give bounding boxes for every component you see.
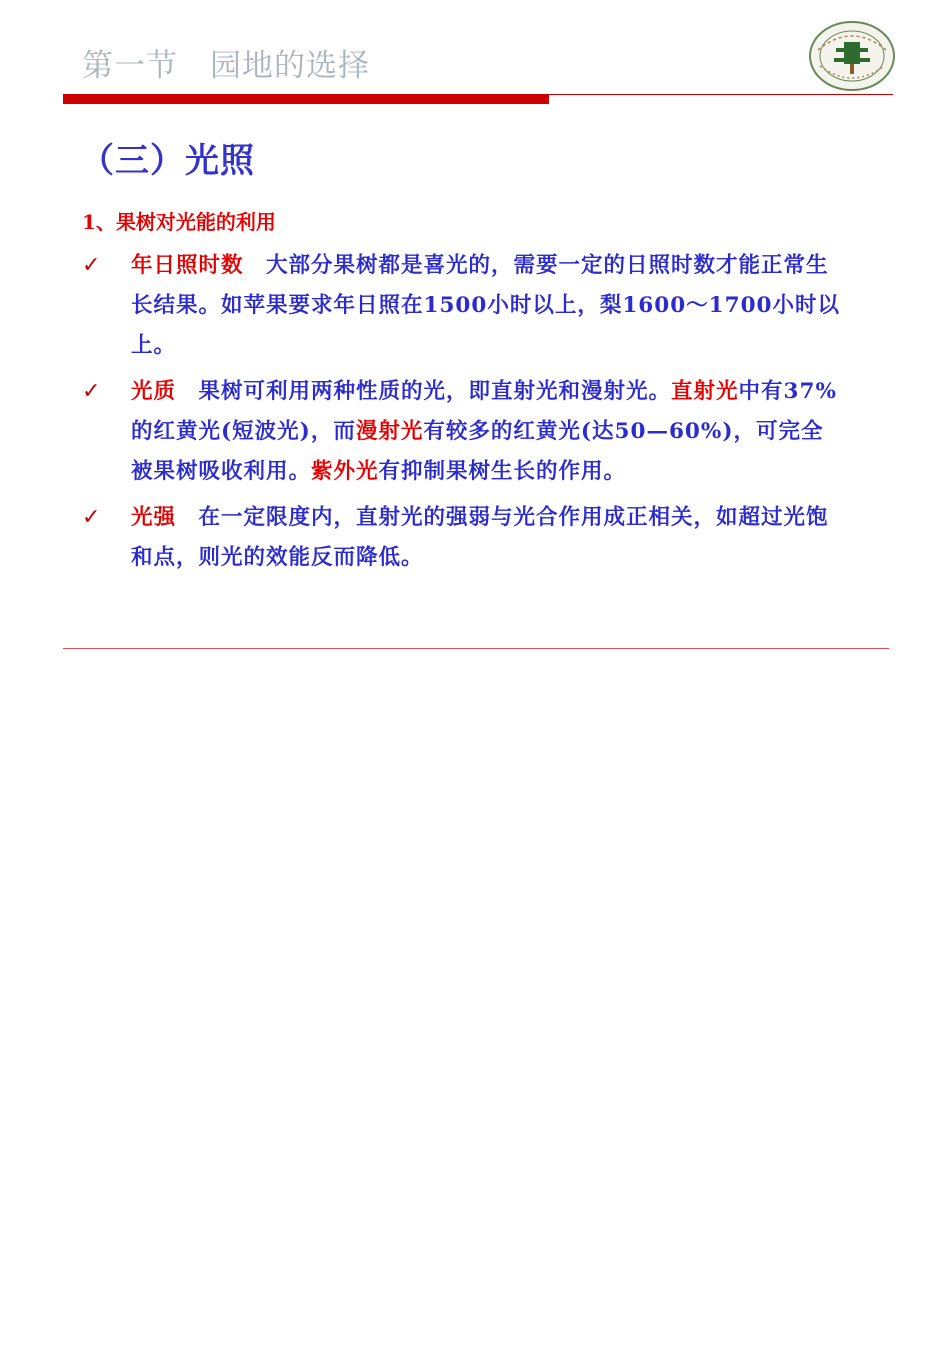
- item-emphasis: 紫外光: [311, 459, 379, 484]
- item-text: 大部分果树都是喜光的，需要一定的日照时数才能正常生长结果。如苹果要求年日照在1500小时以上，梨1600～1700小时以上。: [131, 253, 841, 358]
- check-icon: ✓: [82, 505, 102, 530]
- item-text: 有抑制果树生长的作用。: [378, 459, 627, 484]
- item-text: 在一定限度内，直射光的强弱与光合作用成正相关，如超过光饱和点，则光的效能反而降低。: [131, 505, 829, 570]
- item-text: 中有37%的红黄光(短波光)，而: [131, 379, 837, 444]
- item-text: 有较多的红黄光(达50—60%)，可完全被果树吸收利用。: [131, 419, 824, 484]
- check-icon: ✓: [82, 379, 102, 404]
- item-emphasis: 直射光: [671, 379, 739, 404]
- item-text: 果树可利用两种性质的光，即直射光和漫射光。: [176, 379, 672, 404]
- sub-heading: 1、果树对光能的利用: [82, 210, 276, 234]
- check-icon: ✓: [82, 253, 102, 278]
- header-rule-thin: [549, 94, 893, 95]
- section-heading: （三）光照: [80, 141, 255, 181]
- item-term: 光质: [131, 379, 177, 404]
- item-term: 光强: [131, 505, 177, 530]
- page-header-title: 第一节 园地的选择: [82, 48, 370, 84]
- list-item-light-intensity: [82, 498, 842, 578]
- list-item-sunshine-hours: [82, 246, 842, 366]
- list-item-light-quality: [82, 372, 842, 492]
- item-term: 年日照时数: [131, 253, 244, 278]
- university-seal-logo: [808, 20, 896, 92]
- bullet-list: [82, 246, 842, 584]
- footer-rule: [63, 648, 889, 649]
- item-emphasis: 漫射光: [355, 419, 424, 444]
- header-rule-thick: [63, 94, 549, 104]
